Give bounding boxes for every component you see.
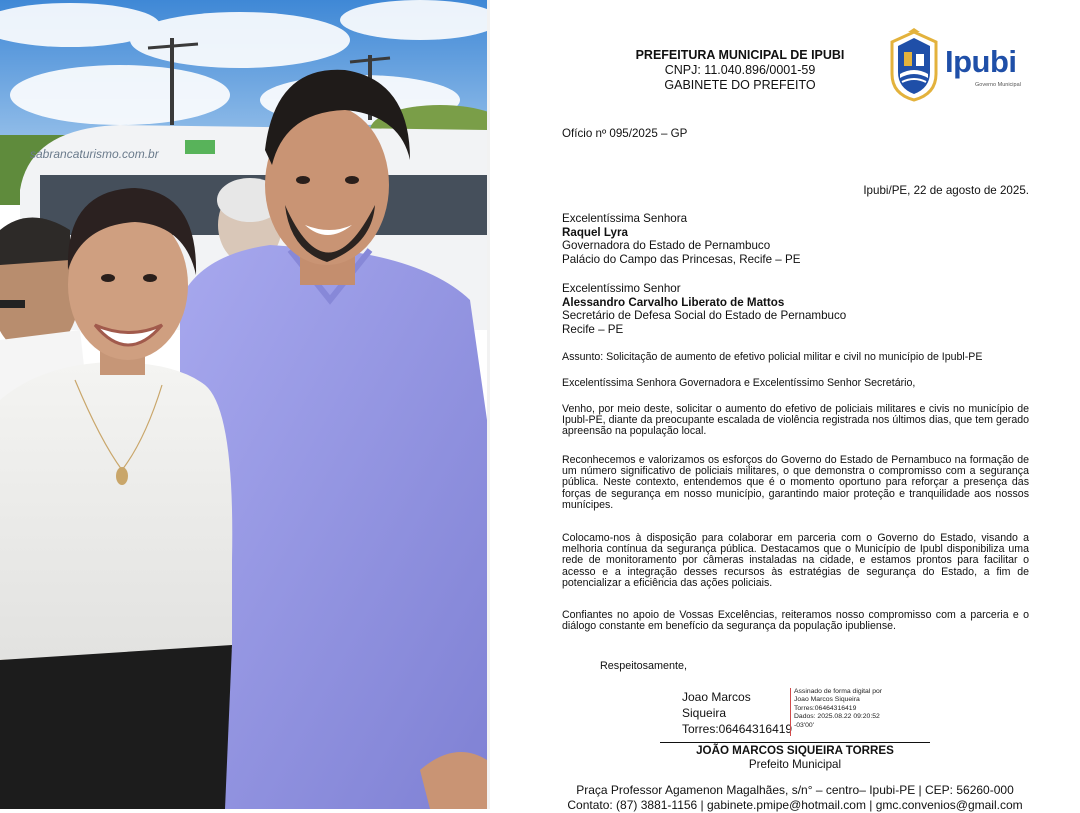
signature-line bbox=[660, 742, 930, 743]
logo-wordmark: Ipubi bbox=[945, 44, 1017, 79]
signer-name: JOÃO MARCOS SIQUEIRA TORRES bbox=[696, 744, 894, 757]
signature-line-2: Siqueira bbox=[682, 706, 727, 720]
recipient-1 bbox=[562, 212, 800, 266]
office-name: GABINETE DO PREFEITO bbox=[664, 78, 816, 92]
letter-page bbox=[490, 0, 1080, 812]
letter-subject: Assunto: Solicitação de aumento de efetivo policial militar e civil no município de Ipubl-PE bbox=[562, 351, 983, 363]
letter-paragraph-3: Colocamo-nos à disposição para colaborar em parceria com o Governo do Estado, visando a melhoria contínua da segurança pública. Destacamos que o Município de Ipubl disponibiliza uma rede de monitoramento por câmeras instaladas na cidade, e estamos prontos para facilitar o acesso e a integração desses recursos às estratégias de segurança do Estado, a fim de potencializar a eficiência das ações policiais. bbox=[562, 532, 1029, 589]
signature-divider bbox=[790, 688, 793, 736]
signature-line-3: Torres:06464316419 bbox=[682, 722, 793, 736]
letter-greeting: Excelentíssima Senhora Governadora e Excelentíssimo Senhor Secretário, bbox=[562, 377, 916, 389]
photo-illustration bbox=[0, 0, 487, 809]
signature-detail-3: Torres:06464316419 bbox=[794, 704, 857, 712]
letter-paragraph-1: Venho, por meio deste, solicitar o aumento do efetivo de policiais militares e civis no município de Ipubl-PE, diante da preocupante escalada de violência registrada nos últimos dias, que tem gerado apreensão na população local. bbox=[562, 403, 1029, 438]
recipient-2 bbox=[562, 282, 846, 336]
recipient-2-name: Alessandro Carvalho Liberato de Mattos bbox=[562, 295, 785, 309]
recipient-2-salutation: Excelentíssimo Senhor bbox=[562, 282, 681, 295]
recipient-1-salutation: Excelentíssima Senhora bbox=[562, 212, 688, 225]
signature-detail-1: Assinado de forma digital por bbox=[794, 688, 883, 695]
letter-closing: Respeitosamente, bbox=[600, 660, 688, 672]
recipient-1-name: Raquel Lyra bbox=[562, 225, 628, 239]
bus-text: sabrancaturismo.com.br bbox=[30, 147, 159, 161]
digital-signature-name bbox=[682, 689, 797, 737]
cnpj: CNPJ: 11.040.896/0001-59 bbox=[664, 63, 816, 77]
letter-date: Ipubi/PE, 22 de agosto de 2025. bbox=[863, 184, 1029, 197]
logo-subtitle: Governo Municipal bbox=[975, 82, 1021, 88]
photo-panel bbox=[0, 0, 487, 809]
digital-signature-details bbox=[794, 688, 904, 730]
letter-reference: Ofício nº 095/2025 – GP bbox=[562, 127, 688, 140]
signature-detail-5: -03'00' bbox=[794, 721, 814, 729]
recipient-2-title: Secretário de Defesa Social do Estado de Pernambuco bbox=[562, 309, 847, 322]
signature-detail-4: Dados: 2025.08.22 09:20:52 bbox=[794, 713, 880, 721]
signature-line-1: Joao Marcos bbox=[682, 690, 751, 704]
letterhead bbox=[590, 48, 890, 93]
signature-detail-2: Joao Marcos Siqueira bbox=[794, 696, 860, 704]
footer-address: Praça Professor Agamenon Magalhães, s/n° – centro– Ipubi-PE | CEP: 56260-000 bbox=[576, 783, 1014, 797]
footer-contact: Contato: (87) 3881-1156 | gabinete.pmipe@hotmail.com | gmc.convenios@gmail.com bbox=[567, 798, 1023, 812]
letter-paragraph-2: Reconhecemos e valorizamos os esforços do Governo do Estado de Pernambuco na formação de um número significativo de policiais militares, o que demonstra o compromisso com a segurança pública. Neste contexto, entendemos que é o momento oportuno para reforçar a presença das forças de segurança em nosso município, garantindo maior proteção e tranquilidade aos nossos munícipes. bbox=[562, 454, 1029, 511]
signer-block bbox=[660, 744, 930, 772]
letter-paragraph-4: Confiantes no apoio de Vossas Excelências, reiteramos nosso compromisso com a parceria e o diálogo constante em benefício da segurança da população ipubliense. bbox=[562, 609, 1029, 633]
recipient-1-address: Palácio do Campo das Princesas, Recife – PE bbox=[562, 252, 801, 266]
signer-title: Prefeito Municipal bbox=[748, 758, 842, 771]
recipient-2-address: Recife – PE bbox=[562, 322, 624, 336]
organization-name: PREFEITURA MUNICIPAL DE IPUBI bbox=[635, 48, 845, 62]
recipient-1-title: Governadora do Estado de Pernambuco bbox=[562, 239, 771, 252]
